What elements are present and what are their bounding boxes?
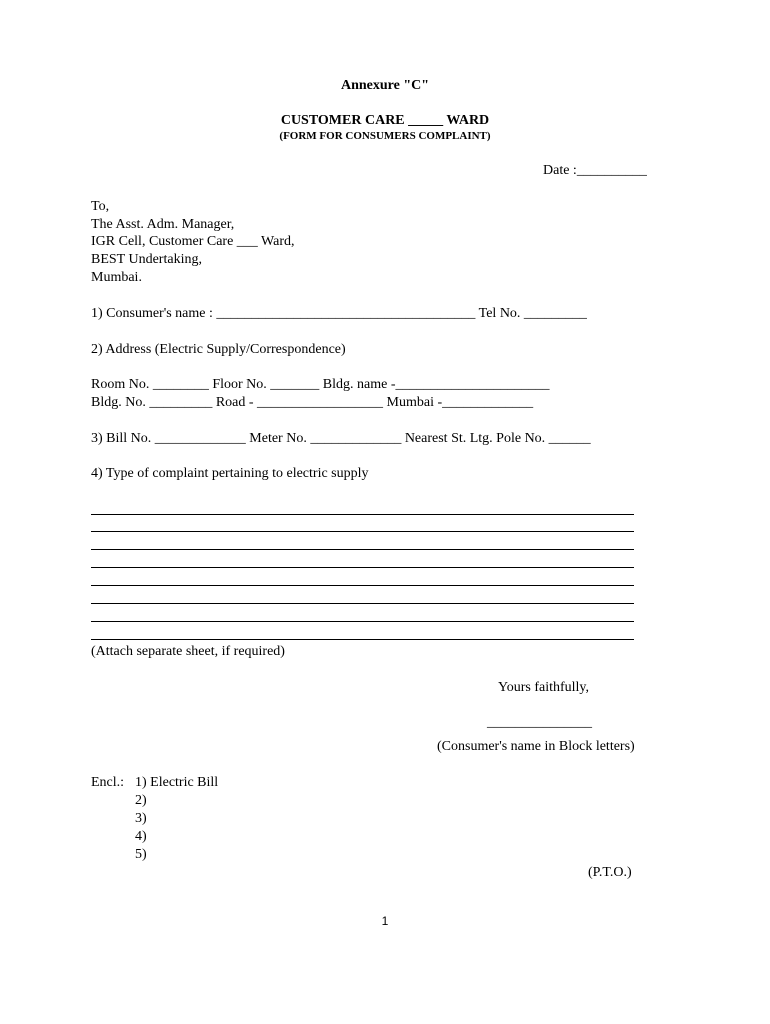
complaint-line bbox=[91, 603, 634, 604]
pto-note: (P.T.O.) bbox=[588, 865, 632, 880]
date-field: Date :__________ bbox=[543, 163, 647, 178]
complaint-line bbox=[91, 639, 634, 640]
enclosure-item: 5) bbox=[135, 847, 147, 862]
attach-note: (Attach separate sheet, if required) bbox=[91, 644, 285, 659]
consumer-name-field: 1) Consumer's name : _____________________________________ Tel No. _________ bbox=[91, 306, 587, 321]
annexure-heading: Annexure "C" bbox=[340, 78, 429, 93]
form-subtitle: (FORM FOR CONSUMERS COMPLAINT) bbox=[279, 130, 491, 142]
enclosure-item: 2) bbox=[135, 793, 147, 808]
address-fields-line1: Room No. ________ Floor No. _______ Bldg. name -______________________ bbox=[91, 377, 550, 392]
name-caption: (Consumer's name in Block letters) bbox=[437, 739, 635, 754]
address-line: To, bbox=[91, 199, 110, 214]
complaint-line bbox=[91, 549, 634, 550]
bill-meter-field: 3) Bill No. _____________ Meter No. _____________ Nearest St. Ltg. Pole No. ______ bbox=[91, 431, 591, 446]
enclosure-item: 1) Electric Bill bbox=[135, 775, 219, 790]
address-heading: 2) Address (Electric Supply/Correspondence) bbox=[91, 342, 346, 357]
complaint-line bbox=[91, 621, 634, 622]
address-line: BEST Undertaking, bbox=[91, 252, 202, 267]
complaint-line bbox=[91, 531, 634, 532]
complaint-line bbox=[91, 567, 634, 568]
address-line: Mumbai. bbox=[91, 270, 142, 285]
complaint-heading: 4) Type of complaint pertaining to electric supply bbox=[91, 466, 369, 481]
form-title: CUSTOMER CARE _____ WARD bbox=[280, 113, 490, 128]
complaint-line bbox=[91, 585, 634, 586]
enclosures-label: Encl.: bbox=[91, 775, 125, 790]
complaint-line bbox=[91, 514, 634, 515]
signature-line: _______________ bbox=[487, 715, 592, 730]
enclosure-item: 3) bbox=[135, 811, 147, 826]
address-line: The Asst. Adm. Manager, bbox=[91, 217, 235, 232]
address-fields-line2: Bldg. No. _________ Road - __________________ Mumbai -_____________ bbox=[91, 395, 534, 410]
yours-faithfully: Yours faithfully, bbox=[498, 680, 590, 695]
page-number: 1 bbox=[381, 914, 389, 928]
address-line: IGR Cell, Customer Care ___ Ward, bbox=[91, 234, 295, 249]
enclosure-item: 4) bbox=[135, 829, 147, 844]
